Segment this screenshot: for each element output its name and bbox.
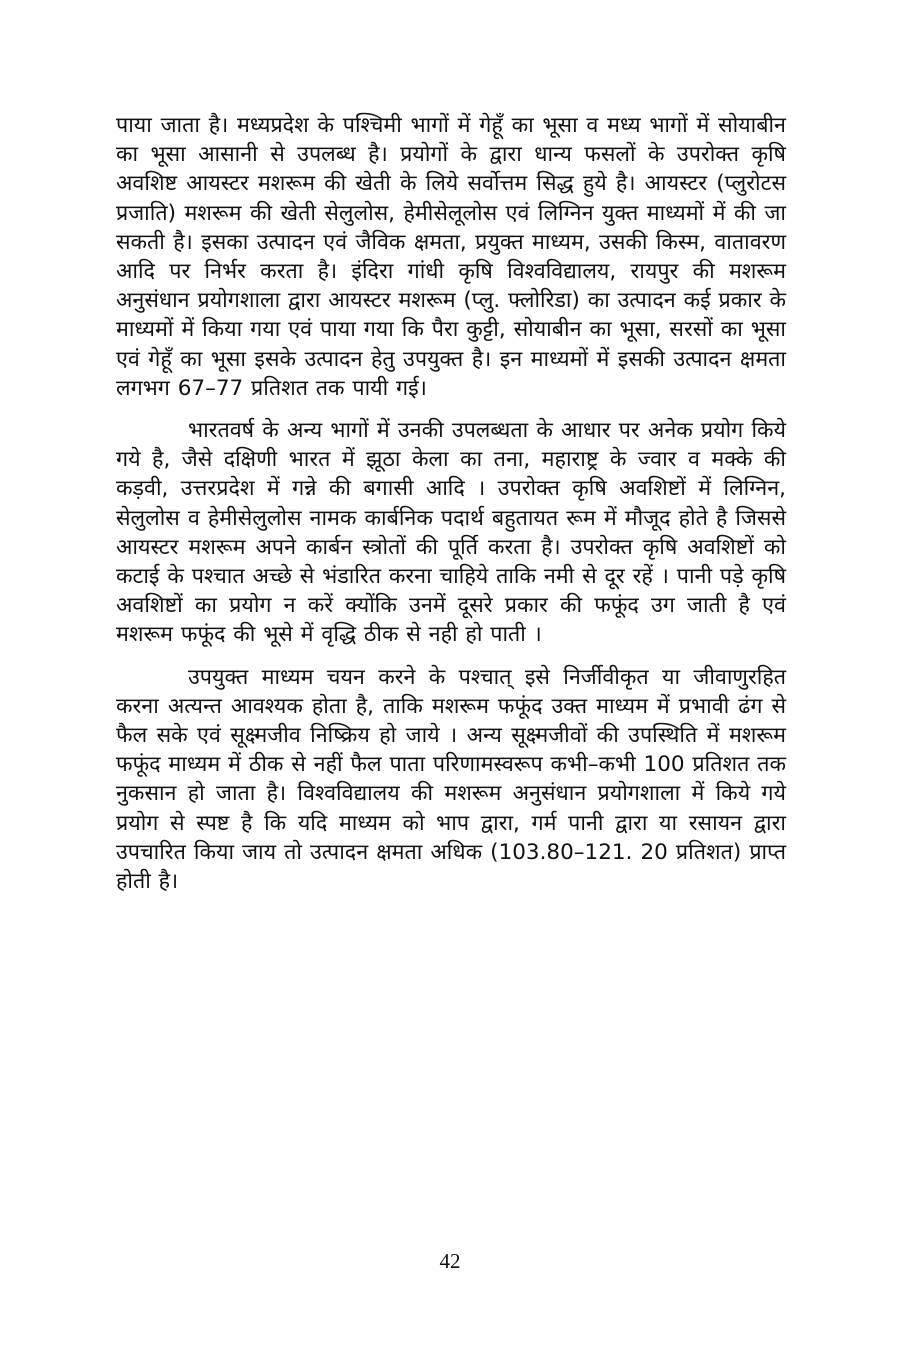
paragraph-2: भारतवर्ष के अन्य भागों में उनकी उपलब्धता के आधार पर अनेक प्रयोग किये गये है, जैसे दक्षिणी भारत में झूठा केला का तना, महाराष्ट्र के ज्वार व मक्के की कड़वी, उत्तरप्रदेश में गन्ने की बगासी आदि । उपरोक्त कृषि अवशिष्टों में लिग्निन, सेलुलोस व हेमीसेलुलोस नामक कार्बनिक पदार्थ बहुतायत रूम में मौजूद होते है जिससे आयस्टर मशरूम अपने कार्बन स्त्रोतों की पूर्ति करता है। उपरोक्त कृषि अवशिष्टों को कटाई के पश्चात अच्छे से भंडारित करना चाहिये ताकि नमी से दूर रहें । पानी पड़े कृषि अवशिष्टों का प्रयोग न करें क्योंकि उनमें दूसरे प्रकार की फफूंद उग जाती है एवं मशरूम फफूंद की भूसे में वृद्धि ठीक से नही हो पाती । xyxy=(116,418,786,648)
page-number: 42 xyxy=(439,1249,461,1273)
paragraph-1: पाया जाता है। मध्यप्रदेश के पश्चिमी भागों में गेहूँ का भूसा व मध्य भागों में सोयाबीन का भूसा आसानी से उपलब्ध है। प्रयोगों के द्वारा धान्य फसलों के उपरोक्त कृषि अवशिष्ट आयस्टर मशरूम की खेती के लिये सर्वोत्तम सिद्ध हुये है। आयस्टर (प्लुरोटस प्रजाति) मशरूम की खेती सेलुलोस, हेमीसेलूलोस एवं लिग्निन युक्त माध्यमों में की जा सकती है। इसका उत्पादन एवं जैविक क्षमता, प्रयुक्त माध्यम, उसकी किस्म, वातावरण आदि पर निर्भर करता है। इंदिरा गांधी कृषि विश्वविद्यालय, रायपुर की मशरूम अनुसंधान प्रयोगशाला द्वारा आयस्टर मशरूम (प्लु. फ्लोरिडा) का उत्पादन कई प्रकार के माध्यमों में किया गया एवं पाया गया कि पैरा कुट्टी, सोयाबीन का भूसा, सरसों का भूसा एवं गेहूँ का भूसा इसके उत्पादन हेतु उपयुक्त है। इन माध्यमों में इसकी उत्पादन क्षमता लगभग 67–77 प्रतिशत तक पायी गई। xyxy=(116,113,786,401)
body-text xyxy=(116,111,786,896)
paragraph-3: उपयुक्त माध्यम चयन करने के पश्चात् इसे निर्जीवीकृत या जीवाणुरहित करना अत्यन्त आवश्यक होता है, ताकि मशरूम फफूंद उक्त माध्यम में प्रभावी ढंग से फैल सके एवं सूक्ष्मजीव निष्क्रिय हो जाये । अन्य सूक्ष्मजीवों की उपस्थिति में मशरूम फफूंद माध्यम में ठीक से नहीं फैल पाता परिणामस्वरूप कभी–कभी 100 प्रतिशत तक नुकसान हो जाता है। विश्वविद्यालय की मशरूम अनुसंधान प्रयोगशाला में किये गये प्रयोग से स्पष्ट है कि यदि माध्यम को भाप द्वारा, गर्म पानी द्वारा या रसायन द्वारा उपचारित किया जाय तो उत्पादन क्षमता अधिक (103.80–121. 20 प्रतिशत) प्राप्त होती है। xyxy=(116,664,786,895)
